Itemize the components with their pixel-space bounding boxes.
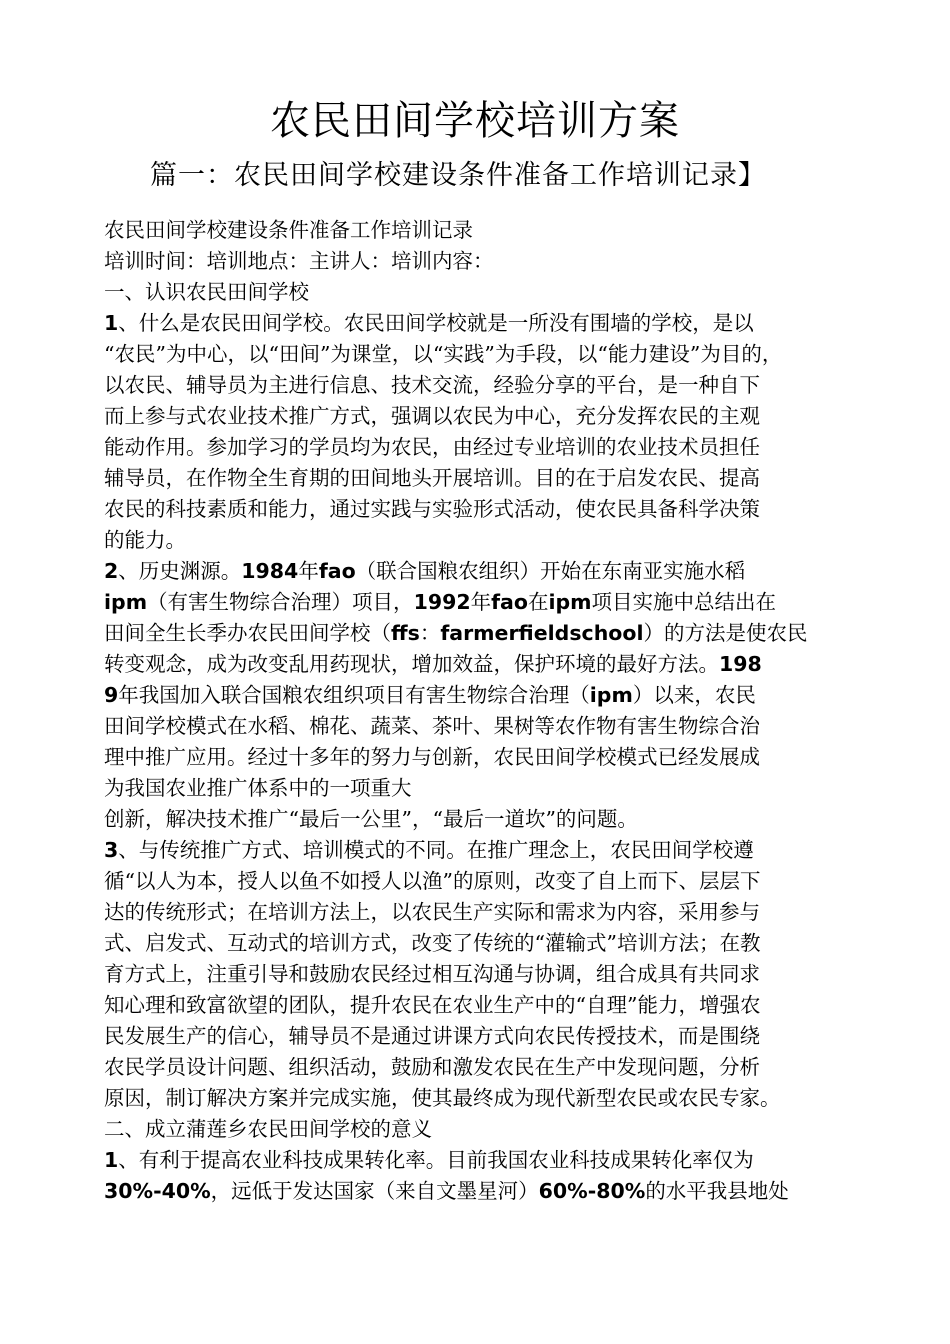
body-line: 30%-40%，远低于发达国家（来自文墨星河）60%-80%的水平我县地处 <box>104 1179 789 1203</box>
body-line: 以农民、辅导员为主进行信息、技术交流，经验分享的平台，是一种自下 <box>104 373 760 397</box>
body-line: 转变观念，成为改变乱用药现状，增加效益，保护环境的最好方法。198 <box>104 652 762 676</box>
body-line: 循“以人为本，授人以鱼不如授人以渔”的原则，改变了自上而下、层层下 <box>104 869 761 893</box>
body-line: 培训时间：培训地点：主讲人：培训内容： <box>104 249 494 273</box>
body-line: 式、启发式、互动式的培训方式，改变了传统的“灌输式”培训方法；在教 <box>104 931 761 955</box>
body-line: 1、有利于提高农业科技成果转化率。目前我国农业科技成果转化率仅为 <box>104 1148 754 1172</box>
body-line: 而上参与式农业技术推广方式，强调以农民为中心，充分发挥农民的主观 <box>104 404 760 428</box>
body-line: ipm（有害生物综合治理）项目，1992年fao在ipm项目实施中总结出在 <box>104 590 777 614</box>
body-line: 田间全生长季办农民田间学校（ffs：farmerfieldschool）的方法是使农民 <box>104 621 808 645</box>
body-line: 9年我国加入联合国粮农组织项目有害生物综合治理（ipm）以来，农民 <box>104 683 756 707</box>
body-line: 能动作用。参加学习的学员均为农民，由经过专业培训的农业技术员担任 <box>104 435 760 459</box>
body-line: 农民田间学校建设条件准备工作培训记录 <box>104 218 473 242</box>
body-line: 2、历史渊源。1984年fao（联合国粮农组织）开始在东南亚实施水稻 <box>104 559 746 583</box>
body-line: 原因，制订解决方案并完成实施，使其最终成为现代新型农民或农民专家。 <box>104 1086 781 1110</box>
body-line: 为我国农业推广体系中的一项重大 <box>104 776 412 800</box>
body-line: 3、与传统推广方式、培训模式的不同。在推广理念上，农民田间学校遵 <box>104 838 754 862</box>
body-line: 的能力。 <box>104 528 186 552</box>
body-line: 育方式上，注重引导和鼓励农民经过相互沟通与协调，组合成具有共同求 <box>104 962 760 986</box>
body-line: 达的传统形式；在培训方法上，以农民生产实际和需求为内容，采用参与 <box>104 900 760 924</box>
body-line: 农民学员设计问题、组织活动，鼓励和激发农民在生产中发现问题，分析 <box>104 1055 760 1079</box>
body-line: 农民的科技素质和能力，通过实践与实验形式活动，使农民具备科学决策 <box>104 497 760 521</box>
body-line: 田间学校模式在水稻、棉花、蔬菜、茶叶、果树等农作物有害生物综合治 <box>104 714 760 738</box>
body-line: “农民”为中心，以“田间”为课堂，以“实践”为手段，以“能力建设”为目的， <box>104 342 783 366</box>
body-line: 理中推广应用。经过十多年的努力与创新，农民田间学校模式已经发展成 <box>104 745 760 769</box>
body-line: 辅导员，在作物全生育期的田间地头开展培训。目的在于启发农民、提高 <box>104 466 760 490</box>
body-line: 二、成立蒲莲乡农民田间学校的意义 <box>104 1117 432 1141</box>
body-line: 民发展生产的信心，辅导员不是通过讲课方式向农民传授技术，而是围绕 <box>104 1024 760 1048</box>
body-line: 创新，解决技术推广“最后一公里”，“最后一道坎”的问题。 <box>104 807 638 831</box>
document-body <box>104 215 874 1207</box>
document-title: 农民田间学校培训方案 <box>270 98 680 144</box>
body-line: 一、认识农民田间学校 <box>104 280 309 304</box>
body-line: 知心理和致富欲望的团队，提升农民在农业生产中的“自理”能力，增强农 <box>104 993 761 1017</box>
body-line: 1、什么是农民田间学校。农民田间学校就是一所没有围墙的学校，是以 <box>104 311 754 335</box>
document-subtitle: 篇一：农民田间学校建设条件准备工作培训记录】 <box>150 160 766 191</box>
